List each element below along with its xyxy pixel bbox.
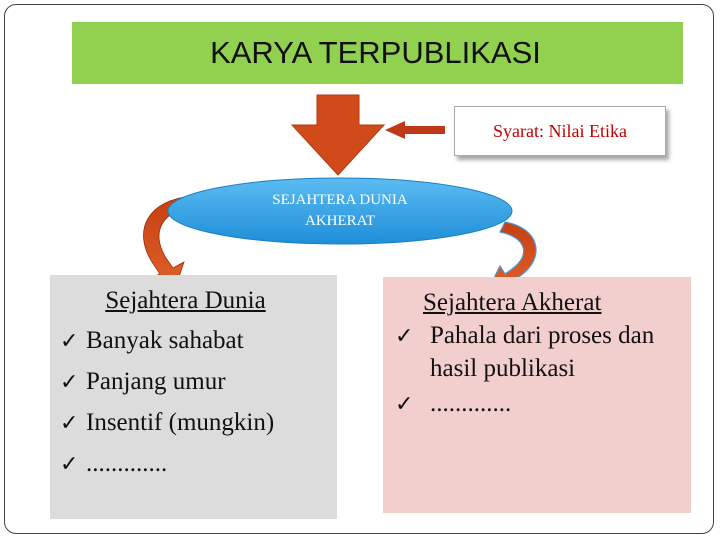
check-icon: ✓ xyxy=(60,370,79,395)
dunia-item-3: Insentif (mungkin) xyxy=(86,409,275,436)
list-item xyxy=(50,321,337,362)
list-item xyxy=(50,444,337,485)
list-item xyxy=(383,319,691,385)
check-icon: ✓ xyxy=(395,392,414,417)
list-item xyxy=(50,362,337,403)
check-icon: ✓ xyxy=(60,329,79,354)
center-label-line1: SEJAHTERA DUNIA xyxy=(272,192,408,208)
page-title: KARYA TERPUBLIKASI xyxy=(210,35,541,70)
list-item xyxy=(383,387,691,421)
akherat-item-1: Pahala dari proses dan hasil publikasi xyxy=(430,322,655,382)
check-icon: ✓ xyxy=(60,452,79,477)
center-label-line2: AKHERAT xyxy=(305,213,375,229)
list-item xyxy=(50,403,337,444)
syarat-box xyxy=(454,106,666,156)
dunia-list xyxy=(50,321,337,485)
akherat-box xyxy=(383,277,691,513)
check-icon: ✓ xyxy=(395,324,414,349)
dunia-item-2: Panjang umur xyxy=(86,368,226,395)
center-label xyxy=(200,186,480,236)
akherat-title: Sejahtera Akherat xyxy=(423,289,602,316)
dunia-item-1: Banyak sahabat xyxy=(86,327,244,354)
akherat-list xyxy=(383,319,691,421)
akherat-item-2: ............. xyxy=(430,390,512,417)
left-arrow-icon xyxy=(385,121,445,139)
dunia-box xyxy=(50,275,337,519)
syarat-label: Syarat: Nilai Etika xyxy=(493,120,627,141)
down-arrow-icon xyxy=(292,95,384,175)
dunia-item-4: ............. xyxy=(86,450,168,477)
check-icon: ✓ xyxy=(60,411,79,436)
dunia-title: Sejahtera Dunia xyxy=(105,287,266,314)
